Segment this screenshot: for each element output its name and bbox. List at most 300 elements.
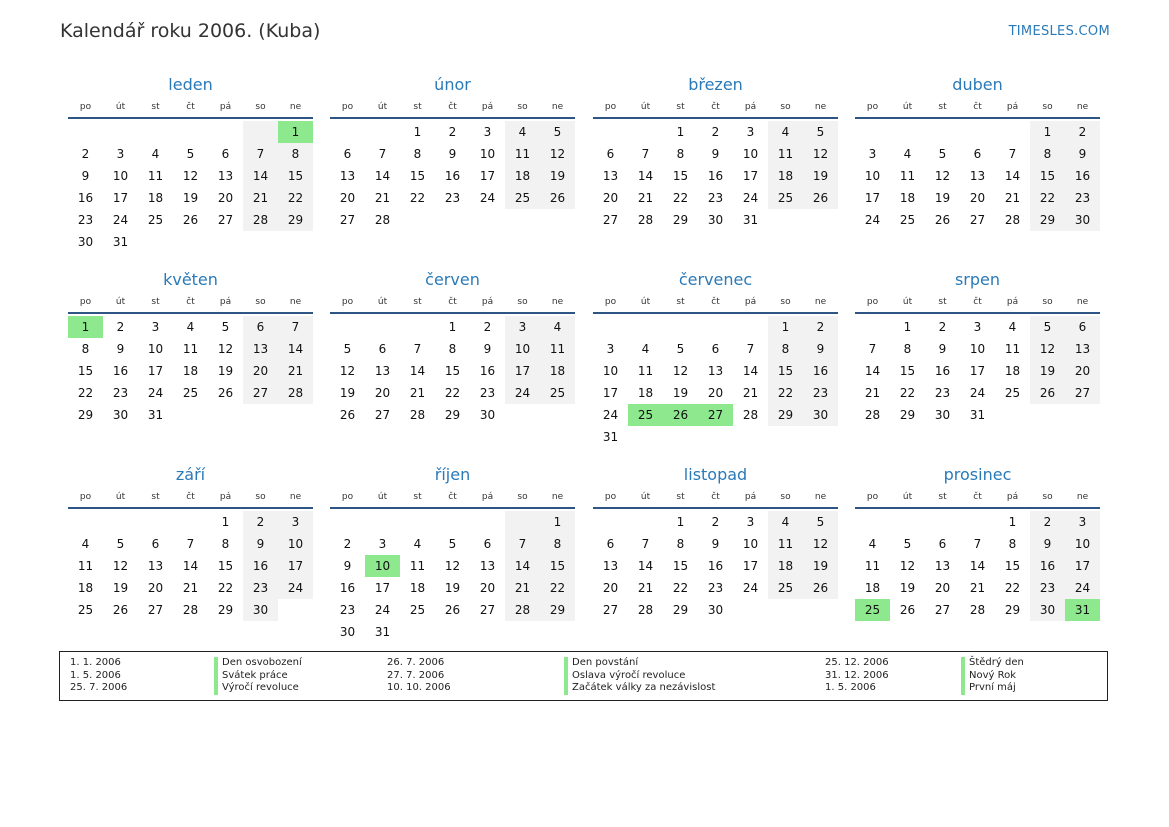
day-cell: 26 (112, 603, 129, 617)
weekday-label: pá (1006, 102, 1019, 112)
weekday-label: út (902, 492, 913, 502)
weekday-label: pá (481, 492, 494, 502)
weekday-label: čt (711, 297, 720, 307)
day-cell: 28 (505, 599, 540, 621)
day-cell: 26 (182, 213, 199, 227)
weekday-header (330, 487, 575, 509)
day-cell: 13 (602, 559, 619, 573)
weekday-header (855, 487, 1100, 509)
days-grid (330, 314, 575, 426)
day-cell: 28 (374, 213, 391, 227)
day-cell: 12 (934, 169, 951, 183)
day-cell: 10 (278, 533, 313, 555)
day-cell: 9 (711, 147, 720, 161)
day-cell: 7 (746, 342, 755, 356)
day-cell: 10 (742, 147, 759, 161)
weekday-header (593, 97, 838, 119)
day-cell: 21 (637, 191, 654, 205)
weekday-header (593, 487, 838, 509)
day-cell: 31 (112, 235, 129, 249)
month-name: listopad (683, 465, 748, 484)
day-cell: 4 (641, 342, 650, 356)
day-cell: 17 (602, 386, 619, 400)
day-cell: 2 (448, 125, 457, 139)
day-cell: 14 (409, 364, 426, 378)
empty-cell (138, 121, 173, 143)
day-cell: 10 (969, 342, 986, 356)
day-cell: 1 (221, 515, 230, 529)
day-cell: 24 (602, 408, 619, 422)
day-cell: 1 (676, 125, 685, 139)
day-cell: 13 (602, 169, 619, 183)
day-cell: 21 (969, 581, 986, 595)
day-cell: 11 (409, 559, 426, 573)
day-cell: 2 (81, 147, 90, 161)
weekday-label: pá (481, 102, 494, 112)
day-cell: 15 (444, 364, 461, 378)
day-cell: 24 (969, 386, 986, 400)
legend-date: 1. 5. 2006 (70, 669, 121, 681)
day-cell: 21 (637, 581, 654, 595)
weekday-label: po (604, 102, 617, 112)
empty-cell (68, 511, 103, 533)
day-cell: 10 (479, 147, 496, 161)
day-cell: 5 (1030, 316, 1065, 338)
day-cell: 3 (868, 147, 877, 161)
legend-date: 10. 10. 2006 (387, 682, 451, 693)
day-cell: 5 (343, 342, 352, 356)
day-cell: 10 (602, 364, 619, 378)
day-cell: 18 (1004, 364, 1021, 378)
day-cell: 8 (81, 342, 90, 356)
day-cell: 18 (147, 191, 164, 205)
day-cell: 27 (602, 213, 619, 227)
weekday-label: čt (448, 297, 457, 307)
month-12 (855, 463, 1100, 621)
day-cell: 14 (969, 559, 986, 573)
day-cell: 30 (707, 603, 724, 617)
empty-cell (960, 121, 995, 143)
day-cell: 27 (339, 213, 356, 227)
day-cell: 1 (1008, 515, 1017, 529)
day-cell: 16 (1030, 555, 1065, 577)
day-cell: 3 (151, 320, 160, 334)
day-cell: 14 (637, 559, 654, 573)
day-cell: 16 (339, 581, 356, 595)
empty-cell (365, 511, 400, 533)
empty-cell (208, 121, 243, 143)
day-cell: 26 (803, 577, 838, 599)
day-cell: 4 (1008, 320, 1017, 334)
day-cell: 7 (868, 342, 877, 356)
empty-cell (365, 121, 400, 143)
empty-cell (330, 121, 365, 143)
weekday-label: ne (814, 297, 827, 307)
weekday-label: ne (289, 102, 302, 112)
weekday-header (68, 292, 313, 314)
days-grid (330, 119, 575, 231)
day-cell: 12 (444, 559, 461, 573)
day-cell: 17 (374, 581, 391, 595)
weekday-label: út (115, 492, 126, 502)
weekday-label: út (640, 297, 651, 307)
empty-cell (995, 121, 1030, 143)
day-cell: 9 (938, 342, 947, 356)
day-cell: 18 (899, 191, 916, 205)
weekday-label: út (377, 102, 388, 112)
day-cell: 9 (116, 342, 125, 356)
weekday-label: st (938, 492, 947, 502)
holiday-day-cell: 27 (698, 404, 733, 426)
day-cell: 28 (637, 213, 654, 227)
day-cell: 27 (217, 213, 234, 227)
day-cell: 25 (77, 603, 94, 617)
day-cell: 24 (742, 191, 759, 205)
day-cell: 19 (217, 364, 234, 378)
holiday-day-cell: 1 (278, 121, 313, 143)
day-cell: 20 (934, 581, 951, 595)
day-cell: 5 (448, 537, 457, 551)
empty-cell (593, 121, 628, 143)
month-name: březen (688, 75, 743, 94)
day-cell: 8 (221, 537, 230, 551)
weekday-label: čt (973, 297, 982, 307)
empty-cell (400, 316, 435, 338)
day-cell: 26 (934, 213, 951, 227)
day-cell: 22 (409, 191, 426, 205)
day-cell: 18 (864, 581, 881, 595)
day-cell: 21 (409, 386, 426, 400)
month-5 (68, 268, 313, 426)
weekday-label: pá (219, 297, 232, 307)
day-cell: 10 (505, 338, 540, 360)
legend-dates-col-3 (825, 657, 889, 695)
day-cell: 26 (217, 386, 234, 400)
day-cell: 3 (606, 342, 615, 356)
day-cell: 25 (768, 187, 803, 209)
weekday-header (855, 292, 1100, 314)
day-cell: 6 (483, 537, 492, 551)
day-cell: 9 (711, 537, 720, 551)
day-cell: 4 (505, 121, 540, 143)
month-name: červen (425, 270, 480, 289)
day-cell: 1 (903, 320, 912, 334)
day-cell: 29 (217, 603, 234, 617)
weekday-label: čt (973, 102, 982, 112)
weekday-label: út (902, 297, 913, 307)
day-cell: 29 (768, 404, 803, 426)
day-cell: 3 (973, 320, 982, 334)
day-cell: 29 (77, 408, 94, 422)
day-cell: 22 (217, 581, 234, 595)
day-cell: 5 (116, 537, 125, 551)
day-cell: 4 (768, 121, 803, 143)
day-cell: 29 (278, 209, 313, 231)
day-cell: 1 (768, 316, 803, 338)
day-cell: 25 (1004, 386, 1021, 400)
day-cell: 24 (278, 577, 313, 599)
empty-cell (330, 511, 365, 533)
weekday-label: ne (289, 492, 302, 502)
day-cell: 13 (479, 559, 496, 573)
day-cell: 26 (339, 408, 356, 422)
month-name: únor (434, 75, 471, 94)
day-cell: 14 (864, 364, 881, 378)
day-cell: 17 (278, 555, 313, 577)
day-cell: 23 (707, 581, 724, 595)
day-cell: 6 (973, 147, 982, 161)
month-name: květen (163, 270, 218, 289)
weekday-label: st (151, 102, 160, 112)
day-cell: 6 (343, 147, 352, 161)
day-cell: 13 (969, 169, 986, 183)
day-cell: 11 (182, 342, 199, 356)
day-cell: 25 (540, 382, 575, 404)
empty-cell (855, 316, 890, 338)
day-cell: 27 (479, 603, 496, 617)
weekday-label: čt (448, 492, 457, 502)
day-cell: 26 (444, 603, 461, 617)
month-name: říjen (434, 465, 471, 484)
day-cell: 8 (1008, 537, 1017, 551)
weekday-label: pá (219, 102, 232, 112)
day-cell: 30 (1065, 209, 1100, 231)
legend-holiday-name: První máj (961, 682, 1024, 695)
day-cell: 26 (899, 603, 916, 617)
day-cell: 21 (243, 187, 278, 209)
day-cell: 29 (444, 408, 461, 422)
day-cell: 13 (217, 169, 234, 183)
month-4 (855, 73, 1100, 231)
weekday-label: čt (186, 492, 195, 502)
day-cell: 29 (1004, 603, 1021, 617)
day-cell: 26 (803, 187, 838, 209)
weekday-label: čt (711, 102, 720, 112)
legend-date: 26. 7. 2006 (387, 657, 445, 668)
day-cell: 15 (1004, 559, 1021, 573)
day-cell: 25 (768, 577, 803, 599)
day-cell: 25 (182, 386, 199, 400)
day-cell: 12 (899, 559, 916, 573)
weekday-label: pá (744, 297, 757, 307)
weekday-label: so (780, 492, 791, 502)
days-grid (855, 314, 1100, 426)
weekday-label: so (255, 492, 266, 502)
day-cell: 21 (182, 581, 199, 595)
day-cell: 2 (116, 320, 125, 334)
day-cell: 27 (374, 408, 391, 422)
day-cell: 8 (413, 147, 422, 161)
day-cell: 13 (1065, 338, 1100, 360)
day-cell: 17 (1065, 555, 1100, 577)
day-cell: 13 (339, 169, 356, 183)
days-grid (68, 509, 313, 621)
day-cell: 31 (969, 408, 986, 422)
day-cell: 18 (768, 165, 803, 187)
holiday-legend (59, 651, 1108, 701)
weekday-label: pá (219, 492, 232, 502)
day-cell: 16 (112, 364, 129, 378)
day-cell: 6 (1065, 316, 1100, 338)
day-cell: 16 (803, 360, 838, 382)
day-cell: 12 (182, 169, 199, 183)
day-cell: 11 (899, 169, 916, 183)
day-cell: 5 (676, 342, 685, 356)
day-cell: 21 (505, 577, 540, 599)
day-cell: 19 (444, 581, 461, 595)
day-cell: 7 (278, 316, 313, 338)
day-cell: 24 (1065, 577, 1100, 599)
day-cell: 30 (1030, 599, 1065, 621)
day-cell: 15 (540, 555, 575, 577)
day-cell: 4 (540, 316, 575, 338)
day-cell: 20 (374, 386, 391, 400)
day-cell: 19 (1030, 360, 1065, 382)
day-cell: 14 (278, 338, 313, 360)
day-cell: 31 (602, 430, 619, 444)
day-cell: 23 (339, 603, 356, 617)
day-cell: 12 (339, 364, 356, 378)
day-cell: 2 (938, 320, 947, 334)
day-cell: 31 (374, 625, 391, 639)
day-cell: 23 (112, 386, 129, 400)
day-cell: 17 (147, 364, 164, 378)
day-cell: 5 (803, 121, 838, 143)
weekday-label: ne (551, 492, 564, 502)
empty-cell (173, 511, 208, 533)
weekday-label: út (640, 492, 651, 502)
empty-cell (663, 316, 698, 338)
weekday-label: po (604, 297, 617, 307)
day-cell: 26 (1030, 382, 1065, 404)
day-cell: 9 (81, 169, 90, 183)
day-cell: 27 (602, 603, 619, 617)
weekday-label: st (676, 102, 685, 112)
day-cell: 2 (803, 316, 838, 338)
days-grid (855, 119, 1100, 231)
weekday-label: čt (711, 492, 720, 502)
day-cell: 29 (672, 603, 689, 617)
day-cell: 11 (768, 533, 803, 555)
page-title: Kalendář roku 2006. (Kuba) (60, 20, 321, 42)
day-cell: 13 (934, 559, 951, 573)
day-cell: 11 (1004, 342, 1021, 356)
day-cell: 5 (938, 147, 947, 161)
day-cell: 18 (77, 581, 94, 595)
weekday-label: so (255, 102, 266, 112)
weekday-label: so (517, 297, 528, 307)
day-cell: 29 (899, 408, 916, 422)
day-cell: 2 (1065, 121, 1100, 143)
day-cell: 8 (903, 342, 912, 356)
day-cell: 11 (637, 364, 654, 378)
day-cell: 28 (278, 382, 313, 404)
day-cell: 24 (742, 581, 759, 595)
empty-cell (890, 121, 925, 143)
weekday-label: ne (1076, 492, 1089, 502)
site-link[interactable]: TIMESLES.COM (1008, 24, 1110, 39)
days-grid (330, 509, 575, 643)
day-cell: 14 (742, 364, 759, 378)
weekday-label: so (1042, 297, 1053, 307)
day-cell: 27 (1065, 382, 1100, 404)
empty-cell (628, 121, 663, 143)
day-cell: 18 (637, 386, 654, 400)
day-cell: 25 (147, 213, 164, 227)
day-cell: 17 (742, 559, 759, 573)
legend-holiday-name: Začátek války za nezávislost (564, 682, 715, 695)
day-cell: 20 (1065, 360, 1100, 382)
month-7 (593, 268, 838, 448)
empty-cell (173, 121, 208, 143)
day-cell: 22 (1004, 581, 1021, 595)
weekday-label: po (866, 492, 879, 502)
days-grid (68, 314, 313, 426)
day-cell: 7 (413, 342, 422, 356)
empty-cell (925, 121, 960, 143)
day-cell: 17 (864, 191, 881, 205)
day-cell: 15 (77, 364, 94, 378)
day-cell: 20 (217, 191, 234, 205)
day-cell: 11 (768, 143, 803, 165)
weekday-label: po (79, 297, 92, 307)
day-cell: 22 (1030, 187, 1065, 209)
day-cell: 17 (505, 360, 540, 382)
day-cell: 2 (1030, 511, 1065, 533)
day-cell: 20 (479, 581, 496, 595)
day-cell: 1 (540, 511, 575, 533)
day-cell: 7 (186, 537, 195, 551)
day-cell: 24 (479, 191, 496, 205)
weekday-label: so (1042, 492, 1053, 502)
day-cell: 4 (81, 537, 90, 551)
day-cell: 20 (602, 581, 619, 595)
day-cell: 17 (742, 169, 759, 183)
day-cell: 6 (151, 537, 160, 551)
day-cell: 22 (444, 386, 461, 400)
holiday-day-cell: 1 (68, 316, 103, 338)
day-cell: 19 (112, 581, 129, 595)
empty-cell (400, 511, 435, 533)
day-cell: 22 (768, 382, 803, 404)
day-cell: 6 (243, 316, 278, 338)
day-cell: 22 (278, 187, 313, 209)
empty-cell (138, 511, 173, 533)
weekday-label: so (517, 492, 528, 502)
weekday-label: ne (1076, 297, 1089, 307)
day-cell: 30 (112, 408, 129, 422)
day-cell: 6 (938, 537, 947, 551)
month-name: září (175, 465, 206, 484)
legend-holiday-name: Štědrý den (961, 657, 1024, 670)
day-cell: 4 (413, 537, 422, 551)
day-cell: 23 (934, 386, 951, 400)
day-cell: 27 (147, 603, 164, 617)
day-cell: 14 (374, 169, 391, 183)
day-cell: 18 (540, 360, 575, 382)
legend-date: 25. 7. 2006 (70, 682, 128, 693)
empty-cell (698, 316, 733, 338)
day-cell: 24 (112, 213, 129, 227)
empty-cell (68, 121, 103, 143)
day-cell: 3 (505, 316, 540, 338)
weekday-label: po (866, 102, 879, 112)
day-cell: 5 (903, 537, 912, 551)
day-cell: 23 (479, 386, 496, 400)
day-cell: 23 (77, 213, 94, 227)
day-cell: 4 (768, 511, 803, 533)
day-cell: 10 (112, 169, 129, 183)
